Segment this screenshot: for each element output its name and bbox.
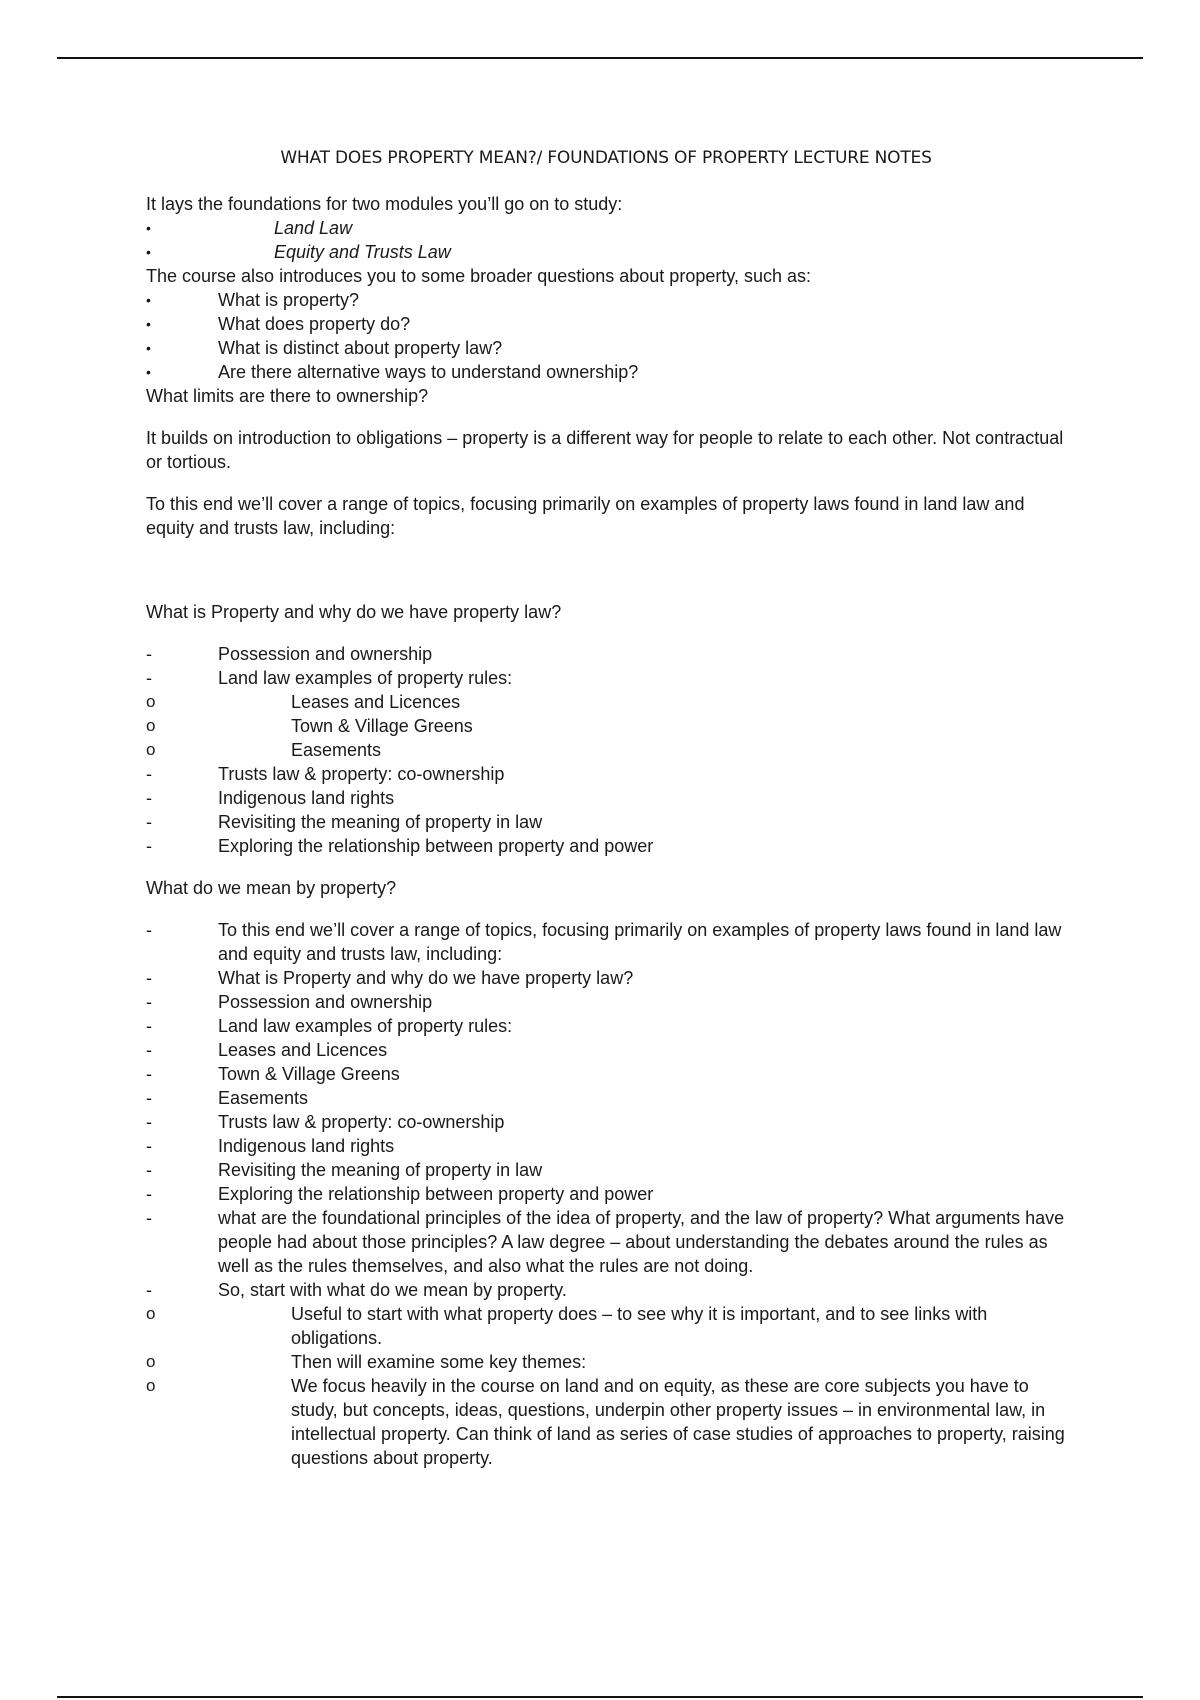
list-item: [146, 1134, 1066, 1158]
item-text: Trusts law & property: co-ownership: [218, 1112, 505, 1132]
dash-marker: -: [146, 1112, 152, 1132]
dash-marker: -: [146, 1064, 152, 1084]
list-item: [146, 360, 1066, 384]
list-item: [146, 834, 1066, 858]
section1-list-continued: [146, 762, 1066, 858]
section2-heading: What do we mean by property?: [146, 878, 397, 898]
dash-marker: -: [146, 764, 152, 784]
item-text: Easements: [218, 1088, 309, 1108]
module-name: Equity and Trusts Law: [274, 242, 451, 262]
dash-marker: -: [146, 1280, 152, 1300]
list-item: [146, 1086, 1066, 1110]
dash-marker: -: [146, 788, 152, 808]
item-text: Town & Village Greens: [218, 1064, 400, 1084]
bullet-marker: •: [146, 292, 151, 308]
item-text: Town & Village Greens: [291, 716, 473, 736]
question-text: What is distinct about property law?: [218, 338, 503, 358]
document-body: [146, 146, 1066, 1470]
dash-marker: -: [146, 1208, 152, 1228]
list-item: [146, 1302, 1066, 1350]
dash-marker: -: [146, 1040, 152, 1060]
item-text: what are the foundational principles of the idea of property, and the law of property? What arguments have people had about those principles? A law degree – about understanding the debates around the rules as well as the rules themselves, and also what the rules are not doing.: [218, 1208, 1065, 1276]
circle-marker: o: [146, 1376, 156, 1395]
list-item: [146, 1182, 1066, 1206]
dash-marker: -: [146, 668, 152, 688]
bullet-marker: •: [146, 244, 151, 260]
bullet-marker: •: [146, 364, 151, 380]
list-item: [146, 966, 1066, 990]
item-text: Revisiting the meaning of property in law: [218, 1160, 543, 1180]
circle-marker: o: [146, 740, 156, 759]
dash-marker: -: [146, 644, 152, 664]
item-text: Indigenous land rights: [218, 1136, 395, 1156]
item-text: Possession and ownership: [218, 644, 433, 664]
broader-questions-list: [146, 288, 1066, 384]
dash-marker: -: [146, 836, 152, 856]
dash-marker: -: [146, 1016, 152, 1036]
list-item: [146, 288, 1066, 312]
list-item: [146, 336, 1066, 360]
bullet-marker: •: [146, 316, 151, 332]
dash-marker: -: [146, 1088, 152, 1108]
question-text: Are there alternative ways to understand ownership?: [218, 362, 639, 382]
module-name: Land Law: [274, 218, 353, 238]
footer-rule: [57, 1696, 1143, 1698]
item-text: Exploring the relationship between property and power: [218, 1184, 654, 1204]
section2-list: [146, 918, 1066, 1470]
item-text: Indigenous land rights: [218, 788, 395, 808]
list-item: [146, 1014, 1066, 1038]
dash-marker: -: [146, 968, 152, 988]
document-title: WHAT DOES PROPERTY MEAN?/ FOUNDATIONS OF PROPERTY LECTURE NOTES: [280, 148, 932, 168]
item-text: Trusts law & property: co-ownership: [218, 764, 505, 784]
limits-line: What limits are there to ownership?: [146, 386, 429, 406]
list-item: [146, 738, 1066, 762]
bullet-marker: •: [146, 340, 151, 356]
header-rule: [57, 57, 1143, 59]
list-item: [146, 786, 1066, 810]
question-text: What is property?: [218, 290, 360, 310]
item-text: Useful to start with what property does – to see why it is important, and to see links with obligations.: [291, 1304, 988, 1348]
list-item: [146, 1350, 1066, 1374]
list-item: [146, 642, 1066, 666]
list-item: [146, 1062, 1066, 1086]
item-text: Easements: [291, 740, 382, 760]
dash-marker: -: [146, 992, 152, 1012]
list-item: [146, 1206, 1066, 1278]
item-text: To this end we’ll cover a range of topics, focusing primarily on examples of property laws found in land law and equity and trusts law, including:: [218, 920, 1062, 964]
list-item: [146, 690, 1066, 714]
circle-marker: o: [146, 1352, 156, 1371]
list-item: [146, 312, 1066, 336]
intro-paragraph: It lays the foundations for two modules you’ll go on to study:: [146, 194, 623, 214]
item-text: Revisiting the meaning of property in law: [218, 812, 543, 832]
item-text: Leases and Licences: [218, 1040, 388, 1060]
list-item: [146, 216, 1066, 240]
list-item: [146, 1374, 1066, 1470]
dash-marker: -: [146, 1160, 152, 1180]
list-item: [146, 240, 1066, 264]
obligations-paragraph: It builds on introduction to obligations – property is a different way for people to relate to each other. Not contractual or tortious.: [146, 428, 1064, 472]
list-item: [146, 810, 1066, 834]
question-text: What does property do?: [218, 314, 411, 334]
item-text: What is Property and why do we have property law?: [218, 968, 634, 988]
broader-intro: The course also introduces you to some broader questions about property, such as:: [146, 266, 812, 286]
circle-marker: o: [146, 716, 156, 735]
list-item: [146, 714, 1066, 738]
dash-marker: -: [146, 1136, 152, 1156]
list-item: [146, 1278, 1066, 1470]
topics-paragraph: To this end we’ll cover a range of topics, focusing primarily on examples of property laws found in land law and equity and trusts law, including:: [146, 494, 1025, 538]
item-text: Land law examples of property rules:: [218, 1016, 513, 1036]
item-text: So, start with what do we mean by property.: [218, 1280, 567, 1300]
list-item: [146, 1158, 1066, 1182]
circle-marker: o: [146, 1304, 156, 1323]
list-item: [146, 1038, 1066, 1062]
section1-heading: What is Property and why do we have property law?: [146, 602, 562, 622]
item-text: We focus heavily in the course on land and on equity, as these are core subjects you have to study, but concepts, ideas, questions, underpin other property issues – in environmental law, in intellectual property. Can think of land as series of case studies of approaches to property, raising questions about property.: [291, 1376, 1065, 1468]
bullet-marker: •: [146, 220, 151, 236]
list-item: [146, 918, 1066, 966]
item-text: Land law examples of property rules:: [218, 668, 513, 688]
list-item: [146, 1110, 1066, 1134]
section1-list: [146, 642, 1066, 690]
list-item: [146, 762, 1066, 786]
section2-sublist: [146, 1302, 1066, 1470]
modules-list: [146, 216, 1066, 264]
item-text: Exploring the relationship between property and power: [218, 836, 654, 856]
dash-marker: -: [146, 920, 152, 940]
item-text: Leases and Licences: [291, 692, 461, 712]
dash-marker: -: [146, 1184, 152, 1204]
item-text: Then will examine some key themes:: [291, 1352, 587, 1372]
list-item: [146, 666, 1066, 690]
dash-marker: -: [146, 812, 152, 832]
item-text: Possession and ownership: [218, 992, 433, 1012]
section1-sublist: [146, 690, 1066, 762]
list-item: [146, 990, 1066, 1014]
circle-marker: o: [146, 692, 156, 711]
